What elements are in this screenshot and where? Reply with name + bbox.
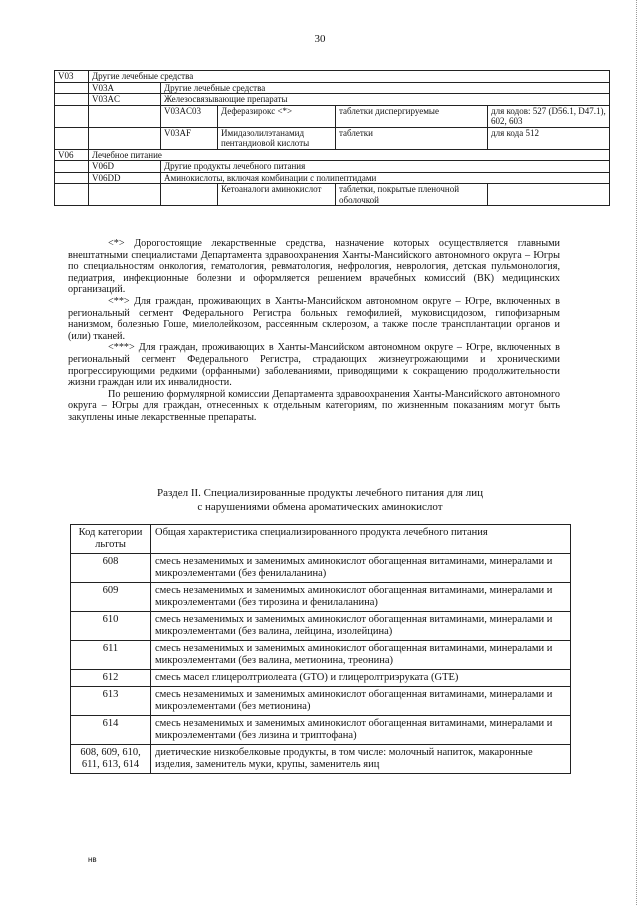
table-header-row (71, 525, 571, 554)
page-number: 30 (314, 33, 326, 45)
footnote-3: <***> Для граждан, проживающих в Ханты-Мансийском автономном округе – Югре, включенных в региональный сегмент Федерального Регистра, страдающих жизнеугрожающими и хроническими прогрессирующими редкими (орфанными) заболеваниями, приводящими к сокращению продолжительности жизни граждан или их инвалидности. (68, 342, 560, 389)
footnote-2: <**> Для граждан, проживающих в Ханты-Мансийском автономном округе – Югре, включенных в региональный сегмент Федерального Регистра больных гемофилией, муковисцидозом, гипофизарным нанизмом, болезнью Гоше, миелолейкозом, рассеянным склерозом, а также после трансплантации органов и (или) тканей. (68, 295, 560, 342)
table-row (71, 745, 571, 774)
category-code: 611 (71, 641, 151, 670)
table-row (71, 641, 571, 670)
atc-group-code: V03 (55, 71, 89, 83)
table-row (71, 612, 571, 641)
header-description: Общая характеристика специализированного продукта лечебного питания (151, 525, 571, 554)
footnotes (68, 238, 560, 424)
table-row (71, 554, 571, 583)
product-description: смесь незаменимых и заменимых аминокислот обогащенная витаминами, минералами и микроэлементами (без метионина) (151, 687, 571, 716)
footer-mark: нв (88, 855, 97, 864)
atc-code: V03AC03 (161, 105, 218, 127)
nutrition-table (70, 524, 571, 774)
drug-note: для кодов: 527 (D56.1, D47.1), 602, 603 (488, 105, 610, 127)
atc-code: V03AF (161, 127, 218, 149)
atc-subgroup-code: V03A (89, 82, 161, 94)
product-description: смесь незаменимых и заменимых аминокислот обогащенная витаминами, минералами и микроэлементами (без лизина и триптофана) (151, 716, 571, 745)
atc-subgroup-code: V06DD (89, 172, 161, 184)
drug-table (54, 70, 610, 206)
drug-form: таблетки (336, 127, 488, 149)
atc-subgroup-name: Железосвязывающие препараты (161, 94, 610, 106)
table-row (55, 82, 610, 94)
table-row (55, 105, 610, 127)
atc-subgroup-code: V06D (89, 161, 161, 173)
atc-subgroup-name: Другие продукты лечебного питания (161, 161, 610, 173)
drug-form: таблетки, покрытые пленочной оболочкой (336, 184, 488, 206)
category-code: 612 (71, 670, 151, 687)
category-code: 613 (71, 687, 151, 716)
drug-note: для кода 512 (488, 127, 610, 149)
table-row (55, 127, 610, 149)
category-code: 609 (71, 583, 151, 612)
table-row (71, 716, 571, 745)
drug-name: Кетоаналоги аминокислот (218, 184, 336, 206)
header-code: Код категории льготы (71, 525, 151, 554)
table-row (71, 583, 571, 612)
table-row (55, 71, 610, 83)
atc-subgroup-name: Аминокислоты, включая комбинации с полипептидами (161, 172, 610, 184)
formulary-note: По решению формулярной комиссии Департамента здравоохранения Ханты-Мансийского автономного округа – Югры для граждан, отнесенных к отдельным категориям, по жизненным показаниям могут быть закуплены иные лекарственные препараты. (68, 388, 560, 423)
atc-group-name: Лечебное питание (89, 149, 610, 161)
product-description: смесь незаменимых и заменимых аминокислот обогащенная витаминами, минералами и микроэлементами (без фенилаланина) (151, 554, 571, 583)
category-code: 614 (71, 716, 151, 745)
category-code: 608 (71, 554, 151, 583)
table-row (55, 172, 610, 184)
table-row (55, 149, 610, 161)
category-code: 610 (71, 612, 151, 641)
atc-subgroup-code: V03AC (89, 94, 161, 106)
atc-group-name: Другие лечебные средства (89, 71, 610, 83)
page-edge-line (635, 0, 637, 905)
footnote-1: <*> Дорогостоящие лекарственные средства, назначение которых осуществляется главными внештатными специалистами Департамента здравоохранения Ханты-Мансийского автономного округа – Югры по специальностям онкология, гематология, ревматология, нефрология, неврология, детская пульмонология, педиатрия, инфекционные болезни и оформляется решением врачебных комиссий (ВК) медицинских организаций. (68, 238, 560, 296)
drug-name: Имидазолилэтанамид пентандиовой кислоты (218, 127, 336, 149)
product-description: смесь масел глицеролтриолеата (GTO) и глицеролтриэруката (GTE) (151, 670, 571, 687)
table-row (55, 161, 610, 173)
product-description: смесь незаменимых и заменимых аминокислот обогащенная витаминами, минералами и микроэлементами (без валина, метионина, треонина) (151, 641, 571, 670)
table-row (71, 670, 571, 687)
table-row (71, 687, 571, 716)
drug-name: Деферазирокс <*> (218, 105, 336, 127)
table-row (55, 184, 610, 206)
atc-group-code: V06 (55, 149, 89, 161)
product-description: диетические низкобелковые продукты, в том числе: молочный напиток, макаронные изделия, заменитель муки, крупы, заменитель яиц (151, 745, 571, 774)
table-row (55, 94, 610, 106)
atc-subgroup-name: Другие лечебные средства (161, 82, 610, 94)
drug-form: таблетки диспергируемые (336, 105, 488, 127)
product-description: смесь незаменимых и заменимых аминокислот обогащенная витаминами, минералами и микроэлементами (без валина, лейцина, изолейцина) (151, 612, 571, 641)
category-code: 608, 609, 610, 611, 613, 614 (71, 745, 151, 774)
section-title-line-1: Раздел II. Специализированные продукты лечебного питания для лиц (156, 487, 484, 499)
product-description: смесь незаменимых и заменимых аминокислот обогащенная витаминами, минералами и микроэлементами (без тирозина и фенилаланина) (151, 583, 571, 612)
section-title (60, 486, 580, 514)
section-title-line-2: с нарушениями обмена ароматических аминокислот (197, 501, 443, 513)
